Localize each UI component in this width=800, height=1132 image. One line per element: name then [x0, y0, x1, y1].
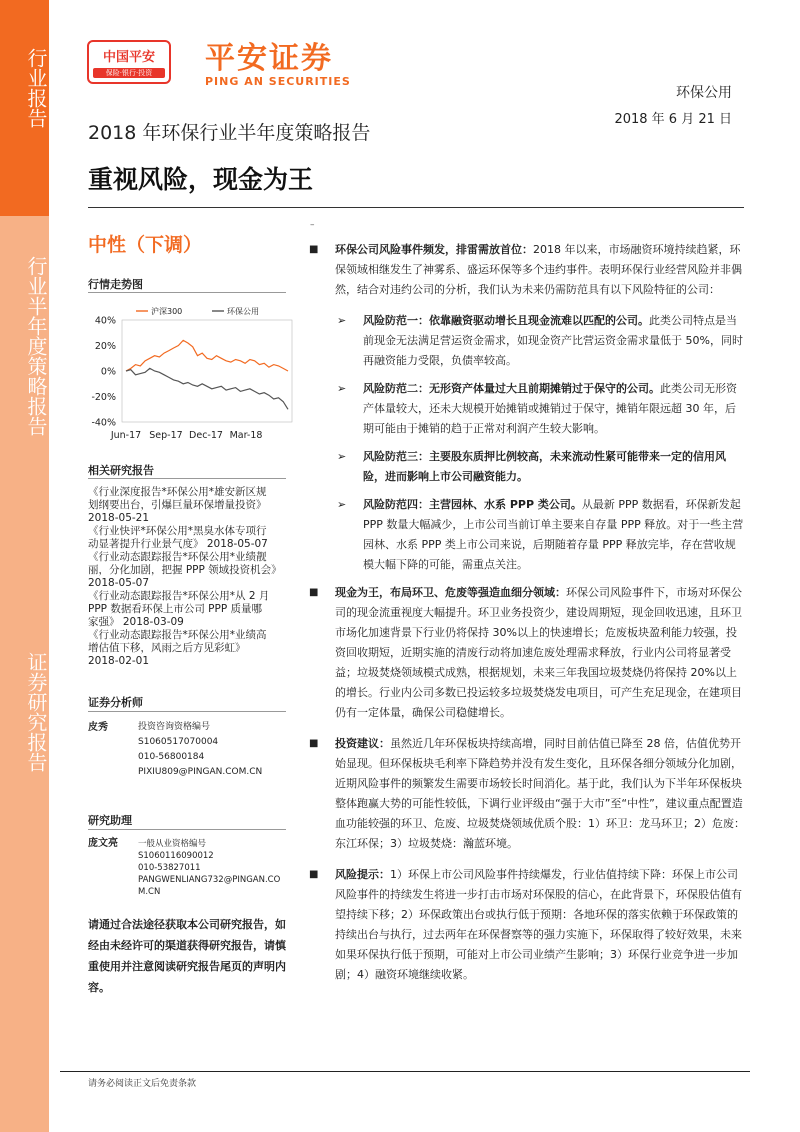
chart-x-tick-label: Mar-18 [229, 430, 263, 441]
related-report-line: 2018-05-21 [88, 512, 150, 524]
analyst-section-label: 证券分析师 [88, 696, 143, 709]
risk-point-2-body: 此类公司无形资产体量较大，还未大规模开始摊销或摊销过于保守，摊销年限远超 30 年，后期可能由于摊销的趋于正常对利润产生较大影响。 [363, 382, 737, 435]
risk-point-1-body: 此类公司特点是当前现金无法满足营运资金需求，如现金资产比营运资金需求量低于 50%，同时再融资能力受限，负债率较高。 [363, 314, 743, 367]
paragraph-cash-is-king-head: 现金为王，布局环卫、危废等强造血细分领域： [335, 586, 566, 599]
sector-label: 环保公用 [676, 85, 732, 101]
related-reports-label: 相关研究报告 [88, 464, 154, 477]
bullet-square-icon: ■ [309, 244, 319, 255]
paragraph-risk-events-body: 2018 年以来，市场融资环境持续趋紧，环保领域相继发生了神雾系、盛运环保等多个违约事件。表明环保行业经营风险并非偶然，结合对违约公司的分析，我们认为未来仍需防范具有以下风险特征的公司： [335, 243, 742, 296]
paragraph-investment-advice-body: 虽然近几年环保板块持续高增，同时目前估值已降至 28 倍，估值优势开始显现。但环保板块毛利率下降趋势并没有发生变化，且环保各细分领域分化加剧，近期风险事件的频繁发生需要市场较长时间消化。基于此，我们认为下半年环保板块整体跑赢大势的可能性较低，下调行业评级由“强于大市”至“中性”，建议重点配置造血功能较强的环卫、危废、垃圾焚烧领域优质个股：1）环卫：龙马环卫；2）危废：东江环保；3）垃圾焚烧：瀚蓝环境。 [335, 737, 745, 850]
pingan-group-logo-text: 中国平安 [102, 50, 155, 65]
risk-point-4-body: 从最新 PPP 数据看，环保新发起 PPP 数量大幅减少，上市公司当前订单主要来自存量 PPP 释放。对于一些主营园林、水系 PPP 类上市公司来说，后期随着存量 PPP 释放完毕，存在营收规模大幅下降的可能，需重点关注。 [363, 498, 744, 571]
chart-x-tick-label: Sep-17 [149, 430, 183, 441]
chart-y-tick-label: 40% [94, 315, 116, 327]
sidebar-block-report-type [0, 0, 49, 216]
analyst_section-line: 投资咨询资格编号 [138, 722, 211, 732]
disclaimer-warning: 请通过合法途径获取本公司研究报告，如经由未经许可的渠道获得研究报告，请慎重使用并注意阅读研究报告尾页的声明内容。 [88, 918, 286, 994]
related-report-line: 《行业动态跟踪报告*环保公用*从 2 月 [88, 590, 270, 602]
bullet-square-icon: ■ [309, 869, 319, 880]
chart-legend-label: 环保公用 [227, 307, 259, 316]
paragraph-investment-advice-head: 投资建议： [335, 737, 390, 750]
paragraph-cash-is-king [307, 583, 745, 723]
pingan-securities-logo-text: 平安证券 [205, 41, 333, 76]
chart-y-tick-label: -40% [91, 417, 116, 429]
assistant_section-line: 010-53827011 [138, 863, 201, 873]
chart-y-tick-label: -20% [91, 392, 116, 403]
pingan-group-logo-sub: 保险·银行·投资 [93, 68, 165, 78]
pingan-securities-logo [205, 33, 365, 88]
related-reports-list [88, 486, 300, 668]
assistant-section-label: 研究助理 [88, 814, 132, 827]
related-report-line: 《行业动态跟踪报告*环保公用*业绩高 [88, 629, 267, 641]
related-report-line: 2018-05-07 [88, 577, 150, 589]
sidebar-text-research: 证券研究报告 [24, 652, 48, 772]
footer-text: 请务必阅读正文后免责条款 [88, 1079, 197, 1089]
assistant_section-line: M.CN [138, 887, 161, 897]
pingan-securities-logo-en: PING AN SECURITIES [205, 75, 351, 88]
analyst-name: 皮秀 [88, 722, 108, 733]
sidebar-block-strategy [0, 216, 49, 632]
arrow-bullet-icon: ➢ [337, 314, 347, 327]
assistant-info [88, 838, 298, 908]
arrow-bullet-icon: ➢ [337, 382, 347, 395]
related-report-line: PPP 数据看环保上市公司 PPP 质量哪 [88, 603, 263, 615]
related-report-line: 2018-02-01 [88, 655, 150, 667]
chart-series-line-1 [126, 368, 288, 409]
related-report-line: 《行业动态跟踪报告*环保公用*业绩靓 [88, 551, 267, 563]
sidebar-text-report-type: 行业报告 [24, 48, 48, 128]
analyst_section-line: PIXIU809@PINGAN.COM.CN [138, 767, 263, 777]
assistant-name: 庞文亮 [88, 838, 118, 849]
risk-point-2 [307, 379, 745, 439]
assistant_section-line: PANGWENLIANG732@PINGAN.CO [138, 875, 281, 885]
related-report-line: 《行业快评*环保公用*黑臭水体专项行 [88, 525, 267, 537]
related-report-line: 动显著提升行业景气度》 2018-05-07 [88, 538, 268, 550]
analyst-info [88, 720, 298, 790]
main-content [307, 240, 745, 996]
paragraph-risk-warning [307, 865, 745, 985]
analyst_section-line: 010-56800184 [138, 752, 205, 762]
chart-section-label: 行情走势图 [88, 278, 143, 291]
pingan-group-logo [87, 40, 171, 84]
rating-label: 中性（下调） [88, 234, 203, 256]
paragraph-risk-warning-body: 1）环保上市公司风险事件持续爆发，行业估值持续下降：环保上市公司风险事件的持续发生将进一步打击市场对环保股的信心，在此背景下，环保股估值有望持续下移；2）环保政策出台或执行低于预期：各地环保的落实依赖于环保政策的持续出台与执行，过去两年在环保督察等的强力实施下，环保取得了较好效果，未来如果环保执行低于预期，可能对上市公司业绩产生影响；3）环保行业竞争进一步加剧；4）融资环境继续收紧。 [335, 868, 742, 981]
sidebar [0, 0, 49, 1132]
related-reports-divider [88, 478, 286, 479]
risk-point-3 [307, 447, 745, 487]
related-report-line: 丽，分化加剧，把握 PPP 领域投资机会》 [88, 564, 282, 576]
paragraph-investment-advice [307, 734, 745, 854]
report-title: 2018 年环保行业半年度策略报告 [88, 122, 371, 144]
risk-point-2-head: 风险防范二：无形资产体量过大且前期摊销过于保守的公司。 [363, 382, 660, 395]
chart-y-tick-label: 0% [100, 366, 116, 378]
chart-y-tick-label: 20% [94, 341, 116, 352]
report-subtitle: 重视风险，现金为王 [88, 165, 314, 194]
assistant-details [138, 838, 298, 898]
analyst-section-divider [88, 711, 286, 712]
arrow-bullet-icon: ➢ [337, 450, 347, 463]
footer-divider [60, 1071, 750, 1072]
report-date: 2018 年 6 月 21 日 [614, 112, 732, 127]
assistant-section-divider [88, 829, 286, 830]
paragraph-risk-warning-head: 风险提示： [335, 868, 390, 881]
risk-point-1 [307, 311, 745, 371]
analyst-details [138, 720, 298, 780]
related-report-line: 划纲要出台，引爆巨量环保增量投资》 [88, 499, 267, 511]
paragraph-risk-events-head: 环保公司风险事件频发，排雷需放首位： [335, 243, 533, 256]
sidebar-block-research [0, 632, 49, 1132]
chart-x-tick-label: Dec-17 [189, 430, 223, 441]
bullet-square-icon: ■ [309, 738, 319, 749]
risk-point-3-head: 风险防范三：主要股东质押比例较高，未来流动性紧可能带来一定的信用风险，进而影响上市公司融资能力。 [363, 450, 726, 483]
chart-x-tick-label: Jun-17 [110, 430, 142, 441]
risk-point-4 [307, 495, 745, 575]
arrow-bullet-icon: ➢ [337, 498, 347, 511]
paragraph-risk-events [307, 240, 745, 300]
chart-legend-label: 沪深300 [151, 307, 183, 316]
small-mark: – [310, 220, 315, 230]
chart-section-divider [88, 292, 286, 293]
paragraph-cash-is-king-body: 环保公司风险事件下，市场对环保公司的现金流重视度大幅提升。环卫业务投资少，建设周期短，现金回收迅速，且环卫市场化加速背景下行业仍将保持 30%以上的快速增长；危废板块盈利能力较强，投资回收期短，近期实施的清废行动将加速危废处理需求释放，行业内公司将显著受益；垃圾焚烧领域模式成熟，根据规划，未来三年我国垃圾焚烧仍将保持 20%以上的增长。行业内公司多数已投运较多垃圾焚烧发电项目，可产生充足现金，在建项目仍有一定体量，确保公司稳健增长。 [335, 586, 742, 719]
header-divider [88, 207, 744, 208]
sidebar-text-strategy: 行业半年度策略报告 [24, 256, 48, 436]
related-report-line: 家强》 2018-03-09 [88, 616, 184, 628]
assistant_section-line: 一般从业资格编号 [138, 839, 207, 849]
chart-series-line-0 [126, 340, 288, 371]
related-report-line: 《行业深度报告*环保公用*雄安新区规 [88, 486, 267, 498]
analyst_section-line: S1060517070004 [138, 737, 219, 747]
risk-point-4-head: 风险防范四：主营园林、水系 PPP 类公司。 [363, 498, 582, 511]
risk-point-1-head: 风险防范一：依靠融资驱动增长且现金流难以匹配的公司。 [363, 314, 649, 327]
market-trend-chart [88, 298, 298, 448]
related-report-line: 增估值下移，风雨之后方见彩虹》 [88, 642, 246, 654]
bullet-square-icon: ■ [309, 587, 319, 598]
assistant_section-line: S1060116090012 [138, 851, 214, 861]
